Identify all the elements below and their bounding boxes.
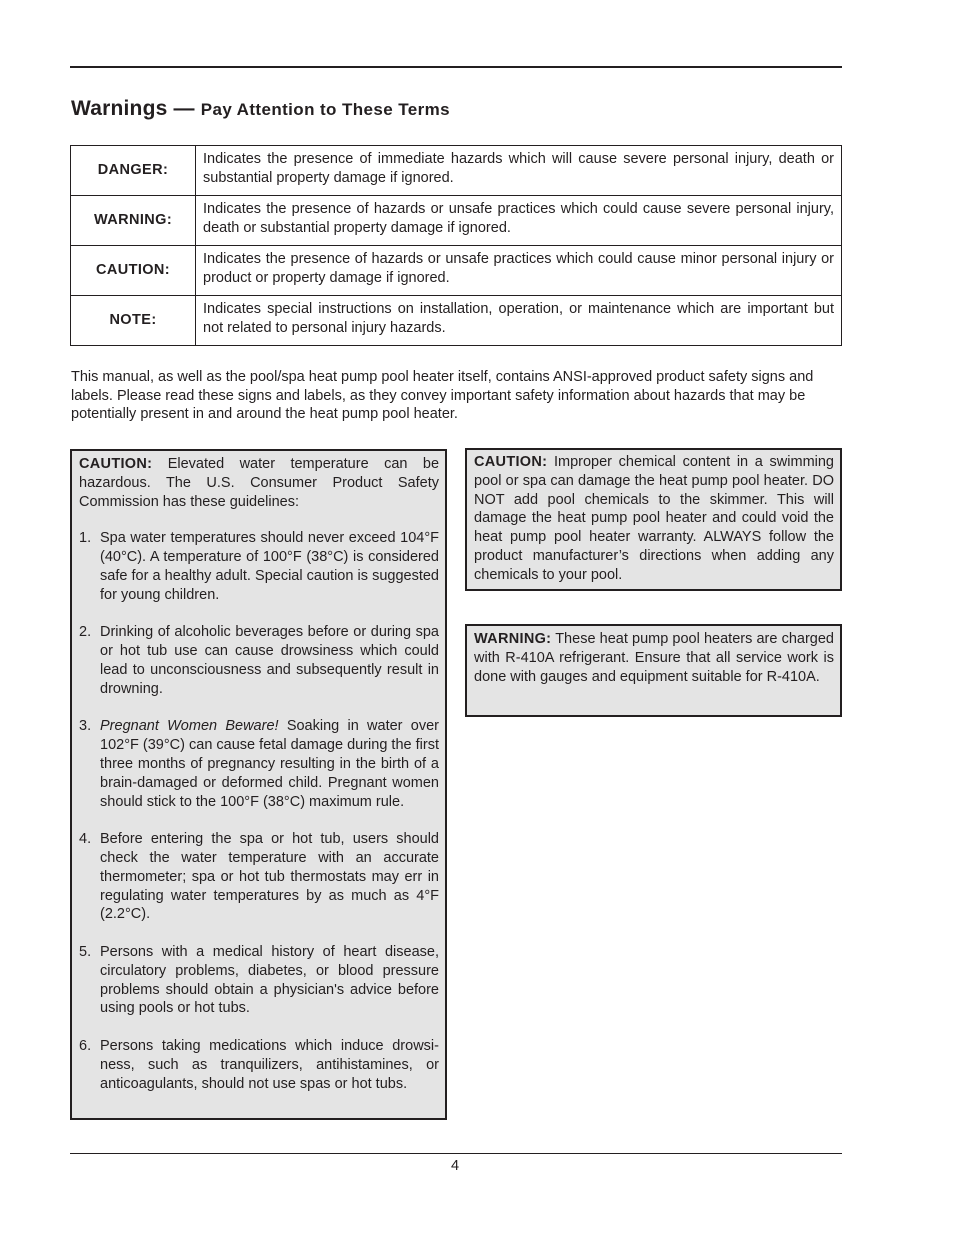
term-description: Indicates the presence of immediate hazards which will cause severe personal injury, death or substantial property damage if ignored. [196,146,842,196]
list-item [79,623,439,698]
item-text: Persons taking medications which induce drowsiness, such as tranquilizers, antihistamines, or anticoagulants, should not use spas or hot tubs. [100,1037,439,1092]
term-row-warning [71,196,842,246]
caution-chemical-box [465,448,842,591]
item-emphasis: Pregnant Women Beware! [100,718,279,735]
page-title-main: Warnings — [71,97,195,120]
item-number: 4. [79,831,92,848]
term-label: NOTE: [71,296,196,346]
list-item [79,943,439,1018]
caution-chemical-text: Improper chemical content in a swimming pool or spa can damage the heat pump pool heater. DO NOT add pool chemicals to the skimmer. This will damage the heat pump pool heater and could void the heat pump pool heater warranty. ALWAYS follow the product manufacturer’s directions when adding any chemicals to your pool. [474,454,834,583]
term-label: DANGER: [71,146,196,196]
list-item [79,830,439,924]
list-item [79,717,439,811]
term-row-danger [71,146,842,196]
term-row-caution [71,246,842,296]
term-description: Indicates the presence of hazards or unsafe practices which could cause minor personal injury or product or property damage if ignored. [196,246,842,296]
term-row-note [71,296,842,346]
item-number: 6. [79,1037,92,1054]
warning-label: WARNING: [474,631,552,647]
list-item [79,529,439,604]
page-number: 4 [450,1158,460,1174]
term-description: Indicates the presence of hazards or unsafe practices which could cause severe personal injury, death or substantial property damage if ignored. [196,196,842,246]
warning-refrigerant-box [465,624,842,717]
item-text: Soaking in water over 102°F (39°C) can cause fetal damage during the first three months of pregnancy resulting in the birth of a brain-damaged or deformed child. Pregnant women should stick to the 100°F (38°C) maximum rule. [100,718,439,810]
bottom-rule [70,1153,842,1154]
item-text: Drinking of alcoholic beverages before or during spa or hot tub use can cause drowsiness which could lead to unconsciousness and subsequently result in drowning. [100,624,439,697]
intro-paragraph: This manual, as well as the pool/spa heat pump pool heater itself, contains ANSI-approved product safety signs and labels. Please read these signs and labels, as they convey important safety information about hazards that may be potentially present in and around the heat pump pool heater. [71,369,814,422]
guidelines-list [79,529,439,1093]
item-text: Before entering the spa or hot tub, users should check the water temperature with an accurate thermometer; spa or hot tub thermostats may err in regulating water temperatures by as much as 4°F (2.2°C). [100,831,439,923]
caution-temperature-intro [79,455,439,511]
item-text: Persons with a medical history of heart disease, circulatory problems, diabetes, or blood pressure problems should obtain a physician's advice before using pools or hot tubs. [100,943,439,1017]
term-label: WARNING: [71,196,196,246]
list-item [79,1037,439,1093]
caution-label: CAUTION: [474,454,548,470]
page-title [71,86,450,123]
page-subtitle: Pay Attention to These Terms [200,100,450,119]
caution-temperature-box [70,449,447,1120]
caution-label: CAUTION: [79,456,153,472]
item-text: Spa water temperatures should never exceed 104°F (40°C). A temperature of 100°F (38°C) is considered safe for a healthy adult. Special caution is suggested for young children. [100,530,439,603]
item-number: 3. [79,718,92,735]
term-label: CAUTION: [71,246,196,296]
terms-table [70,145,842,346]
item-number: 2. [79,624,92,641]
item-number: 1. [79,530,92,547]
top-rule [70,66,842,68]
term-description: Indicates special instructions on installation, operation, or maintenance which are important but not related to personal injury hazards. [196,296,842,346]
caution-temperature-text: Elevated water temperature can be hazardous. The U.S. Consumer Product Safety Commission has these guidelines: [79,456,440,510]
item-number: 5. [79,943,92,960]
warning-refrigerant-text: These heat pump pool heaters are charged with R-410A refrigerant. Ensure that all service work is done with gauges and equipment suitable for R-410A. [474,631,834,685]
